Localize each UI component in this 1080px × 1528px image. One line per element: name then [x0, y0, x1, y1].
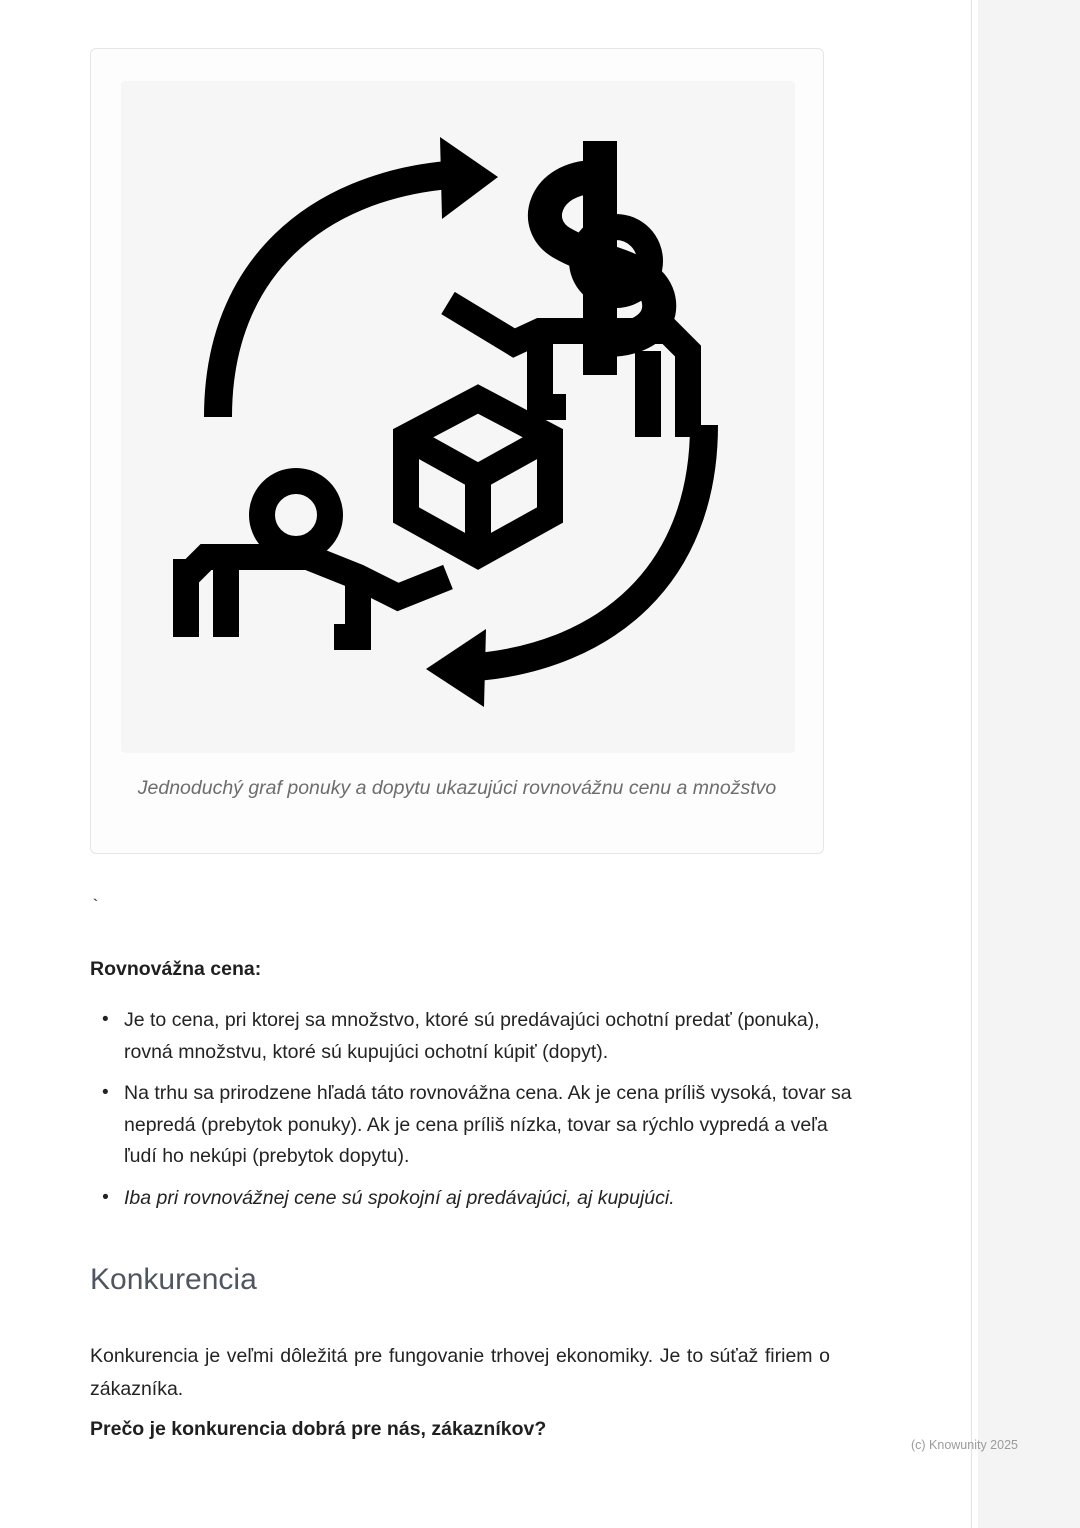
equilibrium-price-heading: Rovnovážna cena: [90, 958, 262, 980]
konkurencia-subheading: Prečo je konkurencia dobrá pre nás, zákazníkov? [90, 1418, 547, 1440]
figure-card [90, 48, 824, 854]
section-heading-konkurencia: Konkurencia [90, 1263, 257, 1296]
page-right-rail [971, 0, 1080, 1528]
copyright-notice: (c) Knowunity 2025 [910, 1438, 1018, 1452]
figure-caption: Jednoduchý graf ponuky a dopytu ukazujúci rovnovážnu cenu a množstvo [137, 777, 777, 799]
list-item: • Na trhu sa prirodzene hľadá táto rovnovážna cena. Ak je cena príliš vysoká, tovar sa nepredá (prebytok ponuky). Ak je cena príliš nízka, tovar sa rýchlo vypredá a veľa ľudí ho nekúpi (prebytok dopytu). [124, 1078, 864, 1173]
supply-demand-exchange-icon [121, 81, 795, 753]
stray-backtick: ` [90, 898, 101, 918]
page-edge-strip [972, 0, 978, 1528]
list-item: • Iba pri rovnovážnej cene sú spokojní aj predávajúci, aj kupujúci. [124, 1183, 864, 1215]
konkurencia-paragraph: Konkurencia je veľmi dôležitá pre fungovanie trhovej ekonomiky. Je to súťaž firiem o zákazníka. [90, 1344, 830, 1401]
equilibrium-bullet-list [90, 1005, 864, 1224]
list-item: • Je to cena, pri ktorej sa množstvo, ktoré sú predávajúci ochotní predať (ponuka), rovná množstvu, ktoré sú kupujúci ochotní kúpiť (dopyt). [124, 1005, 864, 1068]
